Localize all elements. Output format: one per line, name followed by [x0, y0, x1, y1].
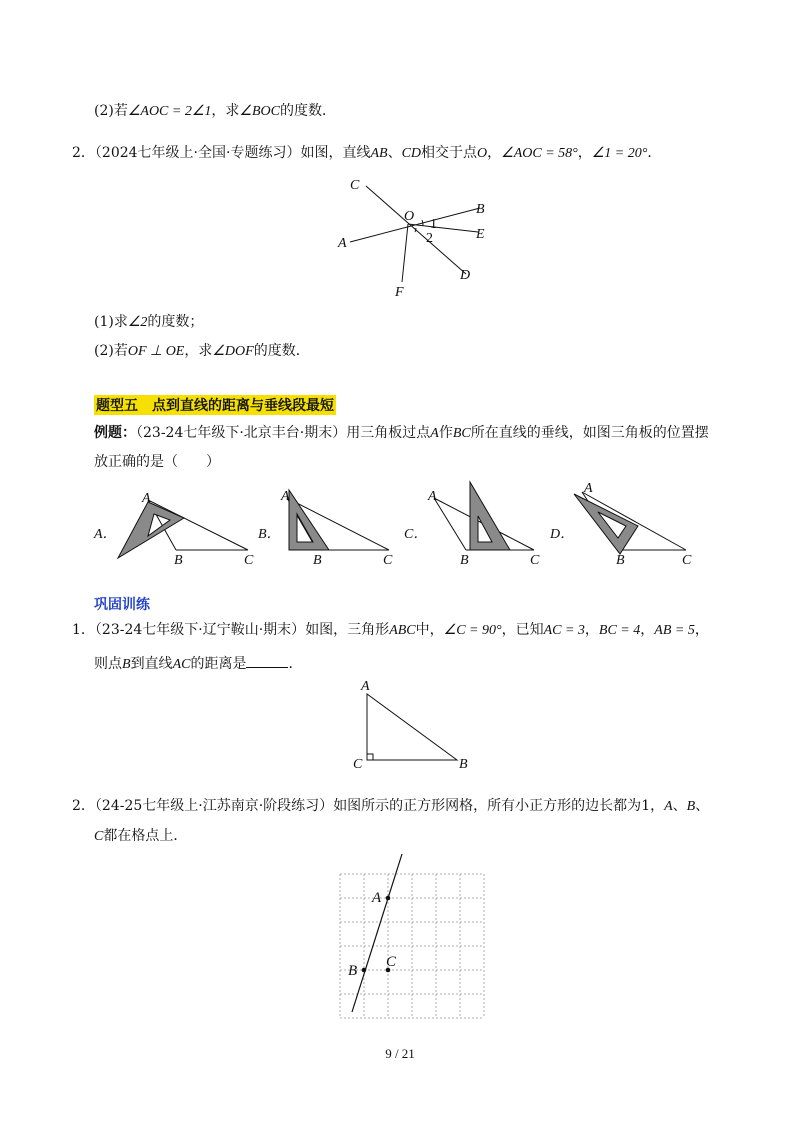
label-D: D — [460, 268, 471, 283]
svg-text:C: C — [386, 954, 397, 970]
practice-q1-line-1: 1．（23-24七年级下·辽宁鞍山·期末）如图，三角形ABC中，∠C = 90°，已知AC = 3，BC = 4，AB = 5， — [72, 622, 709, 638]
answer-blank[interactable] — [246, 653, 288, 668]
label-A: A — [338, 236, 347, 251]
option-a-label: A． — [94, 527, 117, 542]
practice-q1-line-2: 则点B到直线AC的距离是 ． — [94, 653, 302, 675]
label-C: C — [350, 178, 360, 193]
svg-text:B: B — [174, 553, 183, 568]
svg-text:C: C — [244, 553, 254, 568]
question-2-part-2: (2)若OF ⊥ OE，求∠DOF的度数． — [94, 343, 310, 359]
question-1-part-2: (2)若∠AOC = 2∠1，求∠BOC的度数． — [94, 103, 336, 119]
svg-text:C: C — [383, 553, 393, 568]
svg-text:A: A — [142, 491, 151, 506]
page-number: 9 / 21 — [385, 1046, 415, 1061]
practice-q2-line-1: 2．（24-25七年级上·江苏南京·阶段练习）如图所示的正方形网格，所有小正方形的边长都为1，A、B、 — [72, 798, 710, 814]
svg-text:C: C — [353, 757, 363, 772]
svg-text:A: A — [428, 489, 437, 504]
svg-text:C: C — [530, 553, 540, 568]
svg-text:C: C — [682, 553, 692, 568]
label-E: E — [476, 227, 485, 242]
label-B: B — [476, 202, 485, 217]
practice-q2-line-2: C都在格点上． — [94, 828, 188, 844]
option-a-figure — [108, 488, 258, 568]
section-heading: 题型五 点到直线的距离与垂线段最短 — [94, 395, 336, 415]
svg-text:B: B — [459, 757, 468, 772]
label-one: 1 — [430, 217, 437, 232]
option-d-label: D． — [550, 527, 575, 542]
svg-text:A: A — [281, 489, 290, 504]
svg-text:B: B — [616, 553, 625, 568]
question-source: （2024七年级上·全国·专题练习） — [94, 145, 301, 161]
label-F: F — [395, 285, 404, 300]
practice-title: 巩固训练 — [94, 597, 150, 613]
svg-text:A: A — [584, 481, 593, 496]
svg-text:B: B — [313, 553, 322, 568]
option-d-figure — [568, 480, 698, 568]
label-O: O — [404, 209, 415, 224]
svg-text:B: B — [348, 963, 358, 979]
example-label: 例题： — [94, 425, 136, 441]
option-c-label: C． — [404, 527, 428, 542]
intersecting-lines-figure — [330, 172, 500, 302]
square-grid-figure — [338, 852, 488, 1020]
svg-text:B: B — [460, 553, 469, 568]
question-2-part-1: (1)求∠2的度数； — [94, 314, 204, 330]
right-triangle-figure — [345, 676, 475, 772]
svg-text:A: A — [361, 679, 370, 694]
option-b-figure — [275, 482, 400, 568]
example-line-2: 放正确的是（ ） — [94, 454, 220, 470]
example-line-1: 例题：（23-24七年级下·北京丰台·期末）用三角板过点A作BC所在直线的垂线，如图三角板的位置摆 — [94, 425, 709, 441]
question-2-text: 2．（2024七年级上·全国·专题练习）如图，直线AB、CD相交于点O，∠AOC = 58°，∠1 = 20°． — [72, 145, 662, 161]
option-c-figure — [422, 476, 547, 568]
option-b-label: B． — [258, 527, 281, 542]
label-two: 2 — [426, 231, 433, 246]
svg-text:A: A — [372, 890, 382, 906]
